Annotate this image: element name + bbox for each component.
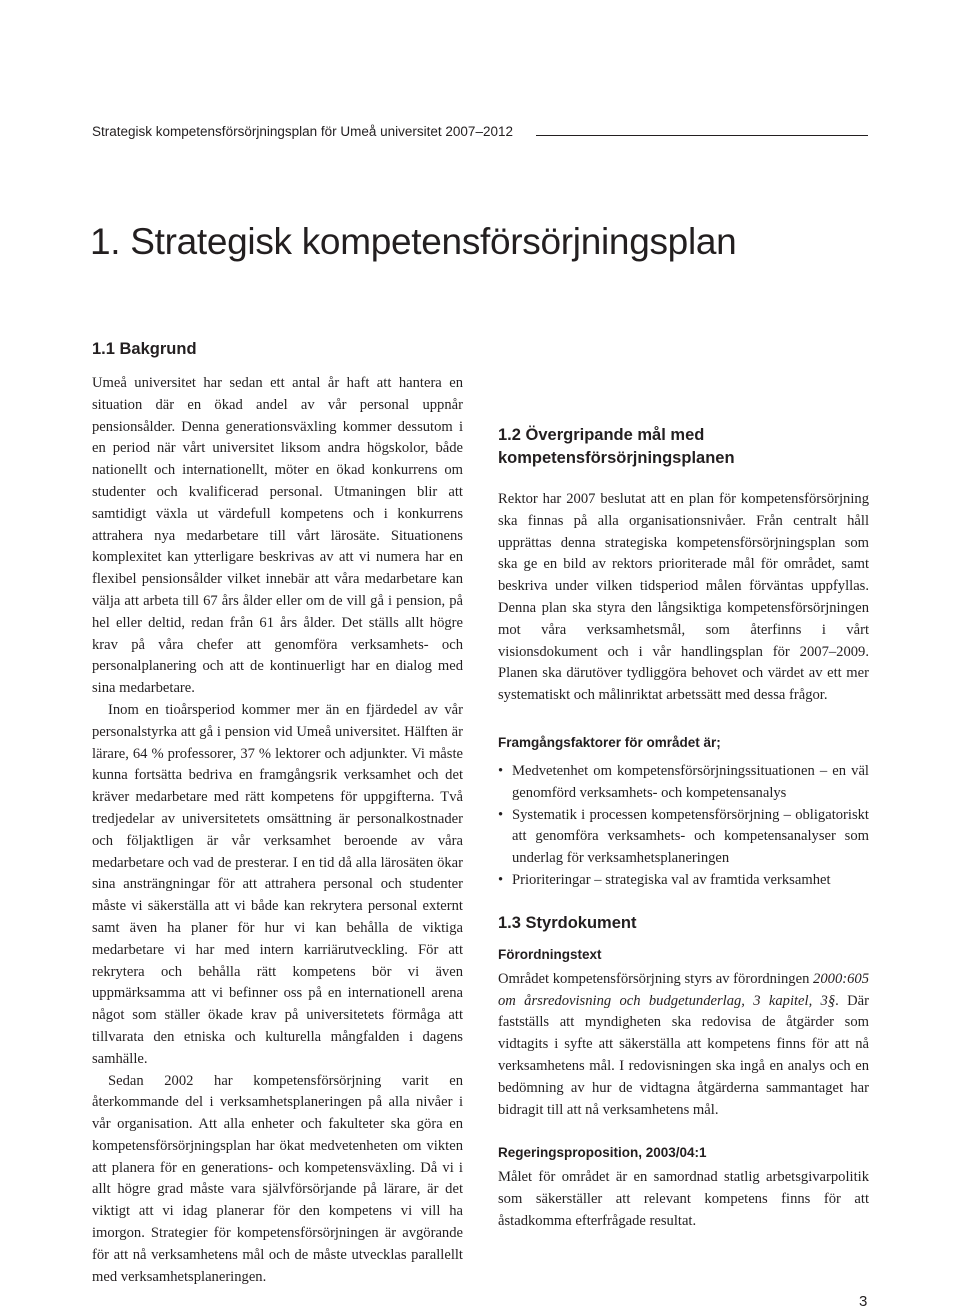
bill-heading: Regeringsproposition, 2003/04:1 — [498, 1145, 707, 1161]
bullet-icon: • — [498, 806, 504, 823]
left-column — [92, 338, 463, 1288]
header-rule — [536, 135, 868, 136]
list-item-text: Medvetenhet om kompetensförsörjningssituationen – en väl genomförd verksamhets- och kompetensanalys — [512, 762, 869, 801]
ordinance-reference: 2000:605 om årsredovisning och budgetunderlag, 3 kapitel, 3§ — [498, 970, 869, 1009]
list-item — [498, 870, 869, 892]
bakgrund-paragraph-1: Umeå universitet har sedan ett antal år haft att hantera en situation där en ökad andel av vår personal uppnår pensionsålder. Denna generationsväxling kommer dessutom i en period när vårt universitet liksom andra högskolor, både nationellt och internationellt, möter en ökad konkurrens om studenter och kvalificerad personal. Utmaningen blir att samtidigt växla ut värdefull kompetens och i konkurrens attrahera nya medarbetare till vårt lärosäte. Situationens komplexitet kan ytterligare beskrivas av att vi numera har en flexibel pensionsålder vilket innebär att våra medarbetare kan välja att arbeta till 67 års ålder eller om de vill gå i pension, på hel eller deltid, redan från 61 års ålder. Det ställs allt högre krav på våra chefer att genomföra verksamhets- och personalplanering och att de kontinuerligt har en dialog med sina medarbetare. — [92, 375, 463, 697]
bakgrund-paragraph-2: Inom en tioårsperiod kommer mer än en fjärdedel av vår personalstyrka att gå i pension vid Umeå universitet. Hälften är lärare, 64 % professorer, 37 % lektorer och adjunkter. Vi måste kunna fortsätta bedriva en framgångsrik verksamhet och det kräver medarbetare med rätt kompetens för uppgifterna. Två tredjedelar av universitetets omsättning är personalkostnader och följaktligen är vår verksamhet beroende av våra medarbetare och vad de presterar. I en tid då alla lärosäten ökar sina ansträngningar för att attrahera personal och studenter måste vi säkerställa att vi både kan rekrytera personal externt samt även ha planer för hur vi kan behålla de viktiga medarbetare vi har med intern karriärutveckling. För att rekrytera och behålla rätt kompetens bör vi även uppmärksamma att vi befinner oss på en internationell arena något som ställer ökade krav på universitetets förmåga att tillvarata den etniska och kulturella mångfalden i dagens samhälle. — [92, 701, 463, 1067]
section-heading-overgripande-mal: 1.2 Övergripande mål med kompetensförsörjningsplanen — [498, 426, 735, 467]
column-continuation-space — [498, 338, 869, 418]
ordinance-text-before: Området kompetensförsörjning styrs av förordningen — [498, 970, 814, 987]
running-header-title: Strategisk kompetensförsörjningsplan för Umeå universitet 2007–2012 — [92, 124, 513, 139]
list-item — [498, 761, 869, 805]
right-column — [498, 338, 869, 1233]
ordinance-paragraph — [498, 969, 869, 1122]
list-item-text: Prioriteringar – strategiska val av framtida verksamhet — [512, 871, 831, 888]
chapter-title: 1. Strategisk kompetensförsörjningsplan — [90, 221, 737, 262]
ordinance-text-after: . Där fastställs att myndigheten ska redovisa de åtgärder som vidtagits i syfte att säkerställa att kompetens finns för att nå verksamhetens mål. I redovisningen ska ingå en analys och en bedömning av hur de vidtagna åtgärderna sammantaget har bidragit till att nå verksamhetens mål. — [498, 992, 869, 1118]
ordinance-heading: Förordningstext — [498, 946, 602, 962]
bullet-icon: • — [498, 871, 504, 888]
section-heading-styrdokument: 1.3 Styrdokument — [498, 913, 637, 932]
bakgrund-paragraph-3: Sedan 2002 har kompetensförsörjning varit en återkommande del i verksamhetsplaneringen på alla nivåer i vår organisation. Att alla enheter och fakulteter ska göra en kompetensförsörjningsplan har ökat medvetenheten om vikten att planera för en generations- och kompetensväxling. Då vi i allt högre grad måste vara självförsörjande på lärare, är det viktigt att vi idag planerar för den kompetens vi vill ha imorgon. Strategier för kompetensförsörjningen är avgörande för att nå verksamhetens mål och de måste utvecklas parallellt med verksamhetsplaneringen. — [92, 1072, 463, 1285]
success-factors-heading: Framgångsfaktorer för området är; — [498, 734, 721, 750]
overgripande-mal-paragraph: Rektor har 2007 beslutat att en plan för kompetensförsörjning ska finnas på alla organisationsnivåer. Från centralt håll upprättas denna strategiska kompetensförsörjningsplan som ska ge en bild av rektors prioriterade mål för området, samt beskriva under vilken tidsperiod målen förväntas uppfyllas. Denna plan ska styra den långsiktiga kompetensförsörjningen mot våra verksamhetsmål, som återfinns i vårt visionsdokument och i vår handlingsplan för 2007–2009. Planen ska därutöver tydliggöra behovet och värdet av ett mer systematiskt och målinriktat arbetssätt med dessa frågor. — [498, 491, 869, 704]
list-item-text: Systematik i processen kompetensförsörjning – obligatoriskt att genomföra verksamhets- och kompetensanalyser som underlag för verksamhetsplaneringen — [512, 806, 869, 867]
section-heading-bakgrund: 1.1 Bakgrund — [92, 340, 197, 358]
bill-paragraph: Målet för området är en samordnad statlig arbetsgivarpolitik som säkerställer att relevant kompetens finns för att åstadkomma efterfrågade resultat. — [498, 1169, 869, 1229]
list-item — [498, 805, 869, 870]
bullet-icon: • — [498, 762, 504, 779]
page-number: 3 — [859, 1293, 868, 1310]
success-factors-list — [498, 761, 869, 892]
